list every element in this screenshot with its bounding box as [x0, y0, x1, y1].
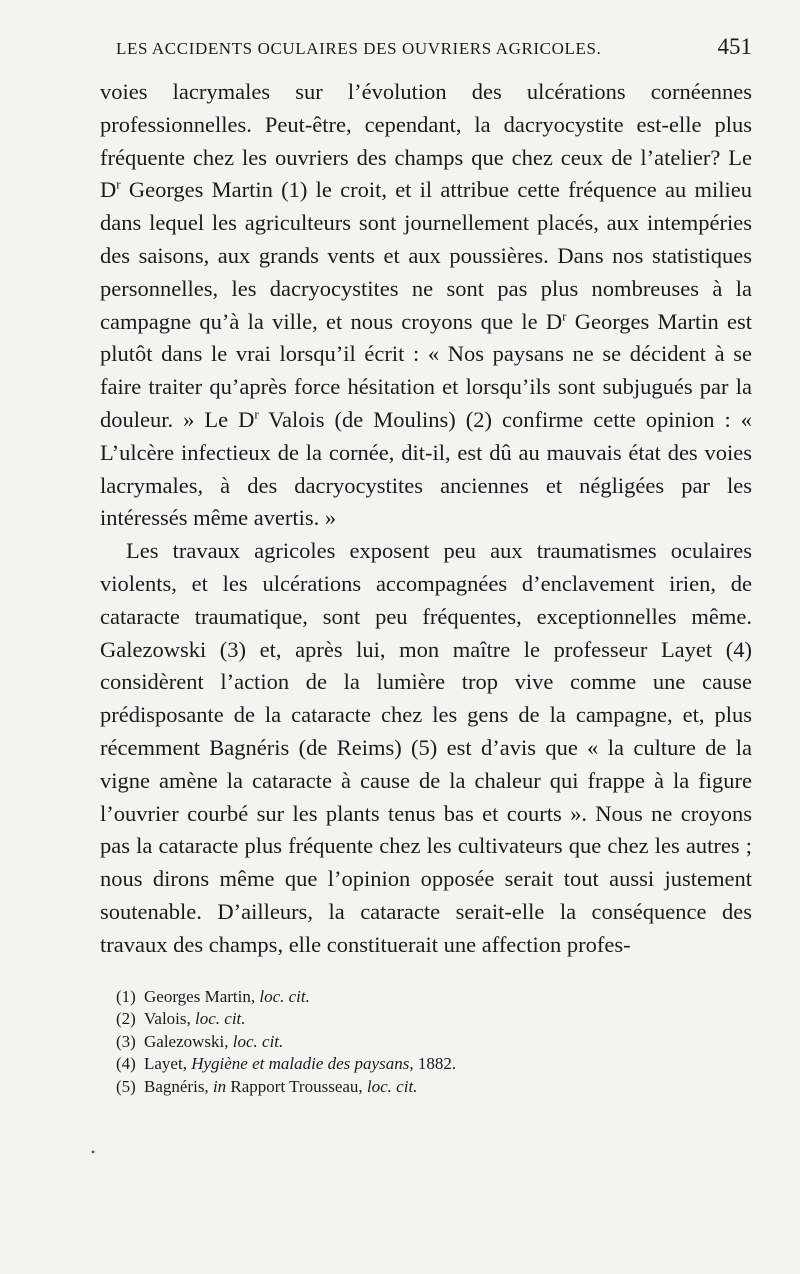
footnote-number: (4) [116, 1054, 136, 1074]
footnote-year: 1882. [413, 1054, 457, 1074]
footnote-italic: loc. cit. [366, 1076, 418, 1096]
footnote-italic: loc. cit. [232, 1031, 284, 1051]
footnote-italic: Hygiène et maladie des paysans, [191, 1054, 414, 1074]
dr-superscript: r [254, 406, 259, 422]
footnote-author: Galezowski, [144, 1031, 233, 1051]
footnote-text [144, 1076, 417, 1099]
footnote-italic: loc. cit. [259, 986, 310, 1006]
paragraph-1-part-a: voies lacrymales sur l’évolution des ulcérations cornéennes professionnelles. Peut-être, cependant, la dacryocystite est-elle plus fréquente chez les ouvriers des champs que chez ceux de l’atelier? Le D [100, 79, 752, 203]
footnote-5 [116, 1076, 752, 1099]
paragraph-1-part-b: Georges Martin (1) le croit, et il attribue cette fréquence au milieu dans lequel les agriculteurs sont journellement placés, aux intempéries des saisons, aux grands vents et aux poussières. Dans nos statistiques personnelles, les dacryocystites ne sont pas plus nombreuses à la campagne qu’à la ville, et nous croyons que le D [100, 177, 752, 334]
footnote-number: (5) [116, 1076, 136, 1096]
running-head-title: LES ACCIDENTS OCULAIRES DES OUVRIERS AGRICOLES. [116, 39, 602, 58]
footnote-4 [116, 1053, 752, 1076]
dr-superscript: r [562, 308, 567, 324]
paragraph-1-part-d: Valois (de Moulins) (2) confirme cette opinion : « L’ulcère infectieux de la cornée, dit-il, est dû au mauvais état des voies lacrymales, à des dacryocystites anciennes et négligées par les intéressés même avertis. » [100, 406, 752, 531]
footnote-author: Bagnéris, [144, 1076, 213, 1096]
paragraph-1-part-c: Georges Martin est plutôt dans le vrai lorsqu’il écrit : « Nos paysans ne se décident à se faire traiter qu’après force hésitation et lorsqu’ils sont subjugués par la douleur. » Le D [100, 308, 752, 432]
dr-superscript: r [116, 176, 121, 192]
footnote-3 [116, 1031, 752, 1054]
footnote-italic: loc. cit. [195, 1009, 246, 1029]
footnote-2 [116, 1008, 752, 1031]
footnote-number: (2) [116, 1009, 136, 1029]
paragraph-1 [100, 76, 752, 535]
footnote-italic: in [212, 1076, 227, 1096]
footnote-number: (1) [116, 986, 136, 1006]
footnote-author: Georges Martin, [144, 986, 260, 1006]
footnote-author: Valois, [144, 1009, 195, 1029]
paragraph-2: Les travaux agricoles exposent peu aux traumatismes oculaires violents, et les ulcérations accompagnées d’enclavement irien, de cataracte traumatique, sont peu fréquentes, exceptionnelles même. Galezowski (3) et, après lui, mon maître le professeur Layet (4) considèrent l’action de la lumière trop vive comme une cause prédisposante de la cataracte chez les gens de la campagne, et, plus récemment Bagnéris (de Reims) (5) est d’avis que « la culture de la vigne amène la cataracte à cause de la chaleur qui frappe à la figure l’ouvrier courbé sur les plants tenus bas et courts ». Nous ne croyons pas la cataracte plus fréquente chez les cultivateurs que chez les autres ; nous dirons même que l’opinion opposée serait tout aussi justement soutenable. D’ailleurs, la cataracte serait-elle la conséquence des travaux des champs, elle constituerait une affection profes- [100, 538, 752, 957]
footnote-text [144, 1053, 456, 1076]
footnote-author: Layet, [144, 1054, 192, 1074]
footnote-text [144, 1031, 283, 1054]
running-head [100, 34, 752, 74]
footnote-text [144, 1008, 246, 1031]
footnote-1 [116, 986, 752, 1009]
footnote-source: Rapport Trousseau, [226, 1076, 367, 1096]
page-number: 451 [717, 34, 752, 59]
margin-dot: • [91, 1145, 96, 1159]
footnotes [100, 986, 752, 1099]
footnote-number: (3) [116, 1031, 136, 1051]
body-text [100, 76, 752, 962]
footnote-text [144, 986, 310, 1009]
